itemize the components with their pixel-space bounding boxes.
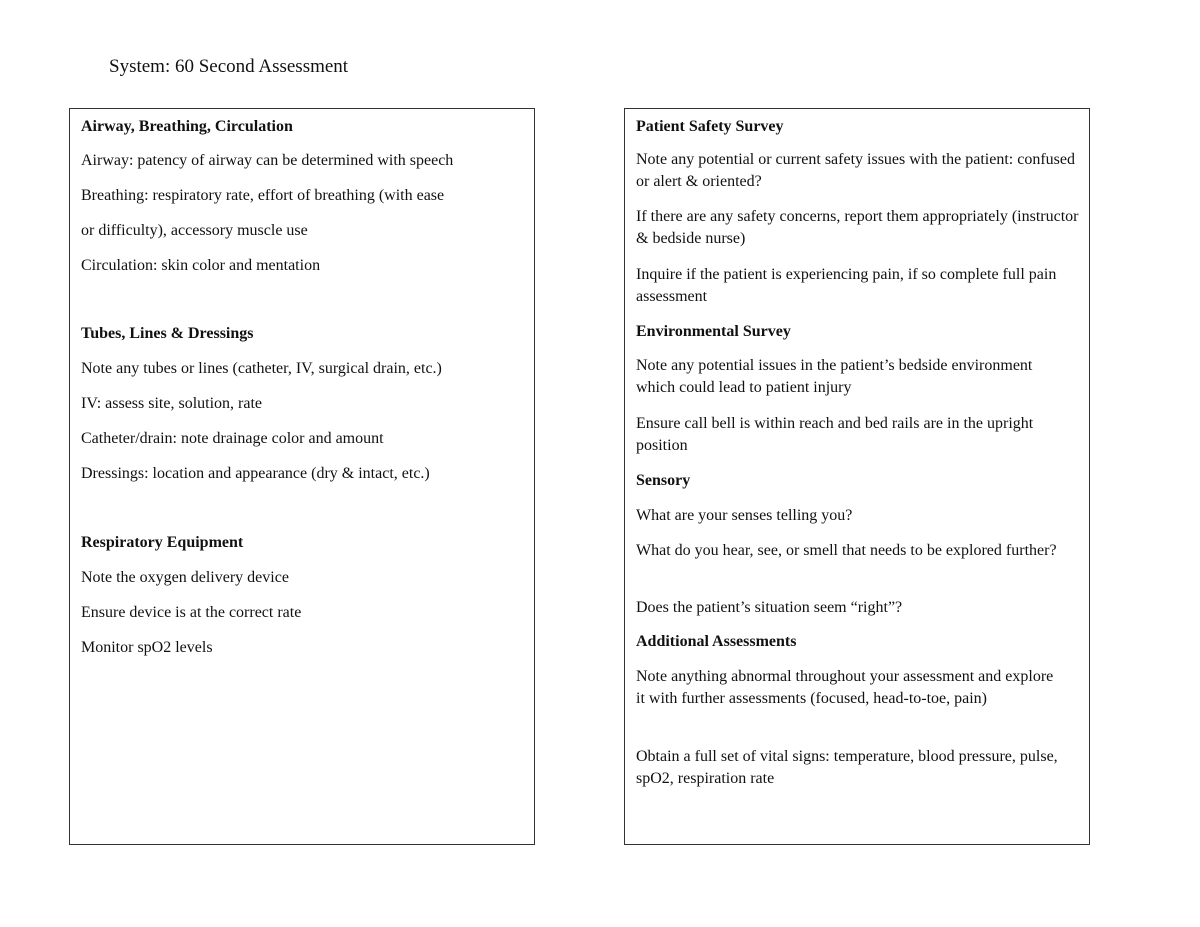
- environment-heading: Environmental Survey: [636, 323, 791, 340]
- abc-breathing-line: Breathing: respiratory rate, effort of breathing (with ease: [81, 187, 445, 204]
- abc-circulation-line: Circulation: skin color and mentation: [81, 257, 321, 274]
- respiratory-spo2-line: Monitor spO2 levels: [81, 639, 213, 656]
- tubes-iv-line: IV: assess site, solution, rate: [81, 395, 263, 412]
- tubes-heading: Tubes, Lines & Dressings: [81, 325, 254, 342]
- sensory-paragraph: Does the patient’s situation seem “right”?: [636, 599, 903, 616]
- right-assessment-box: [624, 108, 1090, 845]
- left-assessment-box: [69, 108, 535, 845]
- abc-airway-line: Airway: patency of airway can be determined with speech: [81, 152, 454, 169]
- safety-paragraph: Inquire if the patient is experiencing pain, if so complete full pain assessment: [636, 266, 1057, 305]
- safety-paragraph: If there are any safety concerns, report them appropriately (instructor & bedside nurse): [636, 208, 1079, 247]
- tubes-note-line: Note any tubes or lines (catheter, IV, surgical drain, etc.): [81, 360, 442, 377]
- respiratory-rate-line: Ensure device is at the correct rate: [81, 604, 302, 621]
- abc-breathing-continued-line: or difficulty), accessory muscle use: [81, 222, 308, 239]
- safety-heading: Patient Safety Survey: [636, 118, 784, 135]
- abc-heading: Airway, Breathing, Circulation: [81, 118, 293, 135]
- sensory-paragraph: What are your senses telling you?: [636, 507, 853, 524]
- respiratory-heading: Respiratory Equipment: [81, 534, 244, 551]
- sensory-paragraph: What do you hear, see, or smell that needs to be explored further?: [636, 542, 1057, 559]
- tubes-catheter-line: Catheter/drain: note drainage color and amount: [81, 430, 384, 447]
- environment-paragraph: Ensure call bell is within reach and bed rails are in the upright position: [636, 415, 1034, 454]
- tubes-dressings-line: Dressings: location and appearance (dry & intact, etc.): [81, 465, 430, 482]
- additional-heading: Additional Assessments: [636, 633, 797, 650]
- additional-paragraph: Obtain a full set of vital signs: temperature, blood pressure, pulse, spO2, respiration rate: [636, 748, 1058, 787]
- safety-paragraph: Note any potential or current safety issues with the patient: confused or alert & oriented?: [636, 151, 1075, 190]
- sensory-heading: Sensory: [636, 472, 691, 489]
- environment-paragraph: Note any potential issues in the patient’s bedside environment which could lead to patient injury: [636, 357, 1033, 396]
- document-title: System: 60 Second Assessment: [109, 56, 349, 77]
- respiratory-device-line: Note the oxygen delivery device: [81, 569, 289, 586]
- additional-paragraph: Note anything abnormal throughout your assessment and explore it with further assessments (focused, head-to-toe, pain): [636, 668, 1054, 707]
